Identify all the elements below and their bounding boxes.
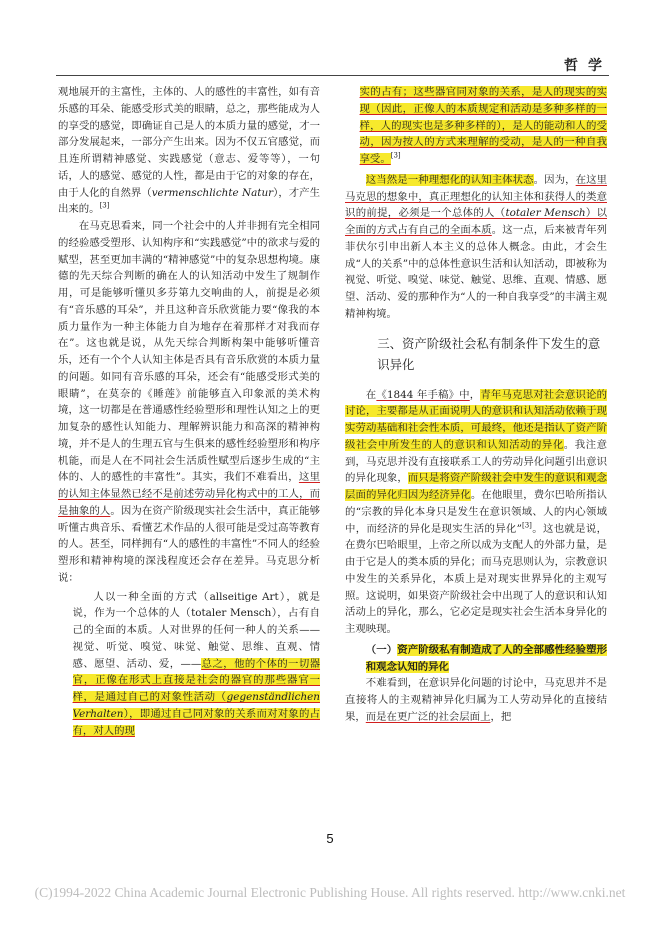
copyright-footer: (C)1994-2022 China Academic Journal Electronic Publishing House. All rights reserved. http://www.cnki.net bbox=[34, 885, 626, 900]
page-number: 5 bbox=[326, 831, 334, 846]
paragraph bbox=[58, 218, 320, 587]
citation-marker: [3] bbox=[390, 151, 401, 160]
text-run: 。我注意到，马克思并没有直接联系工人的劳动异化问题引出意识的异化现象， bbox=[345, 438, 608, 485]
highlighted-text: 这当然是一种理想化的认知主体状态 bbox=[365, 173, 534, 186]
paragraph bbox=[345, 675, 607, 725]
section-heading: 三、资产阶级社会私有制条件下发生的意识异化 bbox=[377, 335, 601, 372]
highlighted-text: 总之，他的个体的一切器官，正像在形式上直接是社会的器官的那些器官一样，是通过自己的对象性活动（ bbox=[72, 657, 321, 703]
text-run: 。这一点，后来被青年列菲伏尔引申出新人本主义的总体人概念。由此，才会生成“人的关系”中的总体性意识生活和认知活动，即被称为视觉、听觉、嗅觉、味觉、触觉、思维、直观、情感、愿望、活动、爱的那种作为“人的一种自我享受”的丰满主观精神构境。 bbox=[345, 224, 608, 320]
highlighted-text: 而只是将资产阶级社会中发生的意识和观念层面的异化归因为经济异化 bbox=[345, 472, 608, 501]
underlined-text: 这里的认知主体显然已经不是前述劳动异化构式中的工人，而是抽象的人 bbox=[58, 471, 321, 517]
underlined-text: 《1844 年手稿》中 bbox=[376, 388, 470, 401]
paragraph-quote-continuation bbox=[58, 84, 320, 218]
highlighted-text: 青年马克思对社会意识论的讨论，主要都是从正面说明人的意识和认知活动依赖于现实劳动基础和社会性本质，可最终，他还是指认了资产阶级社会中所发生的人的意识和认知活动的异化 bbox=[345, 388, 608, 451]
text-run: 在 bbox=[365, 388, 377, 401]
text-run: ， bbox=[469, 388, 481, 401]
text-run: 不难看到，在意识异化问题的讨论中，马克思并不是直接将人的主观精神异化归属为工人劳动异化的直接结果， bbox=[345, 677, 607, 723]
subsection-heading bbox=[345, 642, 607, 676]
subsection-number: （一） bbox=[365, 643, 398, 656]
underlined-german-term: totaler Mensch bbox=[505, 207, 586, 220]
right-column bbox=[345, 84, 607, 726]
highlighted-subsection-title: 资产阶级私有制造成了人的全部感性经验塑形和观念认知的异化 bbox=[365, 643, 608, 673]
text-run: 观地展开的主富性，主体的、人的感性的丰富性，如有音乐感的耳朵、能感受形式美的眼睛，总之，那些能成为人的享受的感觉，即确证自己是人的本质力量的感觉，才一部分发展起来，一部分产生出来。因为不仅五官感觉，而且连所谓精神感觉、实践感觉（意志、爱等等），一句话，人的感觉、感觉的人性，都是由于它的对象的存在，由于人化的自然界（ bbox=[58, 86, 320, 199]
journal-section-title: 哲学 bbox=[564, 58, 612, 74]
block-quote bbox=[58, 589, 320, 740]
text-run: 。在他眼里，费尔巴哈所指认的“宗教的异化本身只是发生在意识领域、人的内心领域中，而经济的异化是现实生活的异化” bbox=[345, 489, 608, 535]
text-run: ，把 bbox=[490, 710, 512, 723]
highlighted-german-term: gegenständlichen Verhalten bbox=[72, 691, 320, 720]
paragraph bbox=[345, 387, 607, 638]
german-term: vermenschlichte Natur bbox=[151, 186, 274, 199]
underlined-text: 而是在更广泛的社会层面上 bbox=[365, 710, 491, 723]
paragraph bbox=[345, 172, 607, 323]
text-run: ），才产生出来的。 bbox=[58, 186, 320, 216]
citation-marker: [3] bbox=[521, 521, 532, 530]
underlined-text: ）以全面的方式占有自己的全面本质 bbox=[345, 207, 608, 236]
text-run: 在马克思看来，同一个社会中的人并非拥有完全相同的经验感受塑形、认知构序和“实践感觉”中的欲求与爱的赋型，甚至更加丰满的“精神感觉”中的复杂思想构境。康德的先天综合判断的确在人的认知活动中发生了规制作用，可是能够听懂贝多芬第九交响曲的人，前提是必须有“音乐感的耳朵”，并且这种音乐欣赏能力要“像我的本质力量作为一种主体能力自为地存在着那样才对我而存在”。这也就是说，从先天综合判断构架中能够听懂音乐，还有一个个人认知主体是否具有音乐欣赏的本质力量的问题。如同有音乐感的耳朵，还会有“能感受形式美的眼睛”，在莫奈的《睡莲》前能够直入印象派的美术构境，这一切都是在普通感性经验塑形和理性认知之上的更加复杂的感性认知能力、理解辨识能力和高深的精神构境，并不是人的生理五官与生俱来的感性经验塑形和构序机能，而是人在不同社会生活质性赋型后逐步生成的“主体的、人的感性的丰富性”。其实，我们不难看出， bbox=[58, 220, 320, 484]
text-run: 。因为在资产阶级现实社会生活中，真正能够听懂古典音乐、看懂艺术作品的人很可能是受过高等教育的人。甚至，同样拥有“人的感性的丰富性”不同人的经验塑形和精神构境的深浅程度还会存在差异。马克思分析说： bbox=[58, 504, 321, 584]
citation-marker: [3] bbox=[99, 201, 110, 210]
text-run: 人以一种全面的方式（allseitige Art），就是说，作为一个总体的人（totaler Mensch），占有自己的全面的本质。人对世界的任何一种人的关系——视觉、听觉、嗅觉、味觉、触觉、思维、直观、情感、愿望、活动、爱，—— bbox=[72, 590, 320, 670]
highlighted-text: ），即通过自己同对象的关系而对对象的占有，对人的现 bbox=[72, 707, 320, 737]
text-run: 。这也就是说，在费尔巴哈眼里，上帝之所以成为支配人的外部力量，是由于它是人的类本质的异化；而马克思则认为，宗教意识中发生的关系异化，本质上是对现实世界异化的主观写照。这说明，如果资产阶级社会中出现了人的意识和认知活动上的异化，那么，它必定是现实社会生活本身异化的主观映现。 bbox=[345, 522, 608, 635]
underlined-text: 在这里马克思的想象中，真正理想化的认知主体和获得人的类意识的前提，必须是一个总体的人（ bbox=[345, 173, 608, 220]
highlighted-text: 实的占有；这些器官同对象的关系，是人的现实的实现（因此，正像人的本质规定和活动是多种多样的一样，人的现实也是多种多样的），是人的能动和人的受动，因为按人的方式来理解的受动，是人的一种自我享受。 bbox=[359, 86, 607, 165]
left-column bbox=[58, 84, 320, 739]
block-quote-continuation bbox=[345, 84, 607, 168]
header-rule bbox=[56, 75, 609, 76]
text-run: 。因为， bbox=[533, 173, 576, 186]
